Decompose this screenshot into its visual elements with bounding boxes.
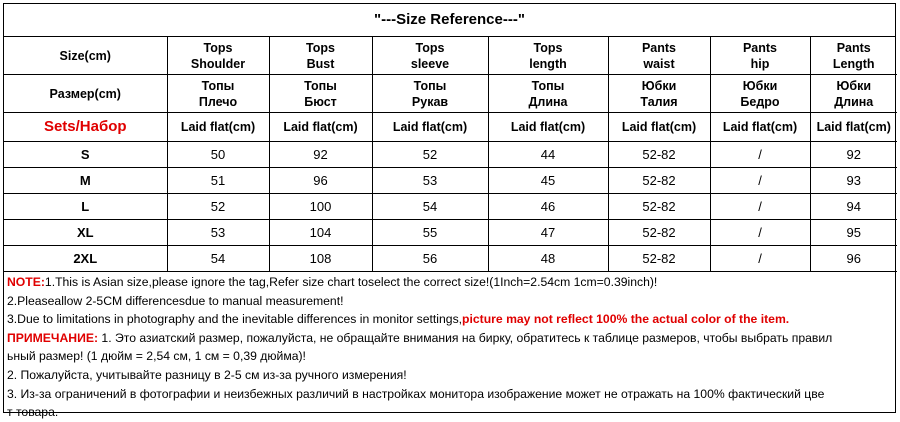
header-cell [810,75,897,113]
header-cell [372,75,488,113]
header-top: Юбки [836,78,872,93]
table-cell: 108 [269,246,372,272]
size-label: M [4,168,167,194]
note-text: 2. Пожалуйста, учитывайте разницу в 2-5 см из-за ручного измерения! [7,367,407,382]
table-cell: 52-82 [608,142,710,168]
laid-flat-label: Laid flat(cm) [488,113,608,142]
header-top: Tops [415,40,445,55]
header-bottom: Shoulder [190,56,246,71]
table-cell: 53 [372,168,488,194]
header-bottom: Талия [640,94,678,109]
size-table [4,37,897,272]
table-cell: / [710,194,810,220]
table-cell: / [710,168,810,194]
header-bottom: Длина [528,94,568,109]
table-cell: 92 [810,142,897,168]
table-cell: / [710,142,810,168]
table-row [4,194,897,220]
header-cell [488,37,608,75]
header-cell [269,75,372,113]
header-row-en [4,37,897,75]
note-line [7,292,892,311]
note-text: 3. Из-за ограничений в фотографии и неизбежных различий в настройках монитора изображение может не отражать на 100% фактический цве [7,386,825,401]
header-top: Топы [304,78,337,93]
table-cell: 96 [810,246,897,272]
header-bottom: Length [832,56,875,71]
note-line [7,329,892,348]
table-cell: 92 [269,142,372,168]
header-cell [810,37,897,75]
table-cell: 48 [488,246,608,272]
table-cell: 52 [167,194,269,220]
laid-flat-label: Laid flat(cm) [167,113,269,142]
note-warning: picture may not reflect 100% the actual color of the item. [462,312,790,327]
note-line [7,310,892,329]
table-cell: 52-82 [608,194,710,220]
note-text: 3.Due to limitations in photography and the inevitable differences in monitor settings, [7,312,463,327]
header-cell [167,37,269,75]
header-bottom: length [529,56,567,71]
sets-label: Sets/Набор [4,113,167,142]
table-cell: 56 [372,246,488,272]
header-cell [608,37,710,75]
note-text: 1.This is Asian size,please ignore the tag,Refer size chart toselect the correct size!(1Inch=2.54cm 1cm=0.39inch)! [44,275,658,289]
header-bottom: sleeve [410,56,450,71]
header-top: Pants [641,40,677,55]
table-cell: 52 [372,142,488,168]
header-top: Pants [742,40,778,55]
table-cell: 51 [167,168,269,194]
table-cell: 46 [488,194,608,220]
header-cell [710,75,810,113]
header-label-ru: Размер(cm) [4,75,167,113]
size-label: 2XL [4,246,167,272]
table-cell: 54 [167,246,269,272]
note-line [7,273,892,292]
header-row-ru [4,75,897,113]
note-text: 1. Это азиатский размер, пожалуйста, не обращайте внимания на бирку, обратитесь к таблице размеров, чтобы выбрать правил [98,330,833,345]
header-top: Топы [413,78,447,93]
header-cell [488,75,608,113]
table-cell: / [710,246,810,272]
table-cell: 50 [167,142,269,168]
table-cell: 53 [167,220,269,246]
table-cell: 94 [810,194,897,220]
header-cell [372,37,488,75]
size-label: XL [4,220,167,246]
table-cell: 55 [372,220,488,246]
table-cell: 93 [810,168,897,194]
table-cell: 52-82 [608,168,710,194]
header-bottom: Рукав [411,94,449,109]
note-line [7,366,892,385]
note-line [7,385,892,404]
header-top: Tops [203,40,233,55]
header-top: Tops [306,40,335,55]
header-top: Юбки [641,78,677,93]
header-top: Юбки [742,78,778,93]
header-bottom: Плечо [198,94,238,109]
table-row [4,142,897,168]
table-row [4,246,897,272]
table-cell: 45 [488,168,608,194]
header-top: Топы [531,78,565,93]
header-cell [608,75,710,113]
header-bottom: hip [750,56,770,71]
table-cell: 52-82 [608,246,710,272]
header-bottom: waist [643,56,675,71]
header-bottom: Бедро [740,94,780,109]
header-cell [167,75,269,113]
size-label: S [4,142,167,168]
note-line [7,403,892,422]
header-cell [269,37,372,75]
laid-flat-label: Laid flat(cm) [710,113,810,142]
note-text: т товара. [7,405,59,420]
table-cell: 100 [269,194,372,220]
laid-flat-label: Laid flat(cm) [608,113,710,142]
table-cell: 44 [488,142,608,168]
table-cell: 47 [488,220,608,246]
size-label: L [4,194,167,220]
header-top: Топы [201,78,235,93]
header-bottom: Бюст [304,94,337,109]
notes-section [4,272,895,422]
header-row-sets [4,113,897,142]
table-cell: 104 [269,220,372,246]
table-row [4,220,897,246]
size-reference-title: "---Size Reference---" [4,4,895,37]
note-line [7,347,892,366]
note-prefix: NOTE: [7,275,45,289]
header-top: Pants [836,40,871,55]
table-row [4,168,897,194]
laid-flat-label: Laid flat(cm) [810,113,897,142]
note-text: ьный размер! (1 дюйм = 2,54 см, 1 см = 0,39 дюйма)! [7,349,306,364]
header-bottom: Длина [834,94,874,109]
laid-flat-label: Laid flat(cm) [269,113,372,142]
size-reference-sheet [3,3,896,420]
table-cell: / [710,220,810,246]
note-text: 2.Pleaseallow 2-5CM differencesdue to manual measurement! [7,293,344,308]
table-cell: 96 [269,168,372,194]
laid-flat-label: Laid flat(cm) [372,113,488,142]
table-cell: 52-82 [608,220,710,246]
header-cell [710,37,810,75]
header-top: Tops [533,40,563,55]
header-label-en: Size(cm) [4,37,167,75]
note-prefix-ru: ПРИМЕЧАНИЕ: [7,330,99,345]
header-bottom: Bust [306,56,335,71]
table-cell: 95 [810,220,897,246]
table-cell: 54 [372,194,488,220]
